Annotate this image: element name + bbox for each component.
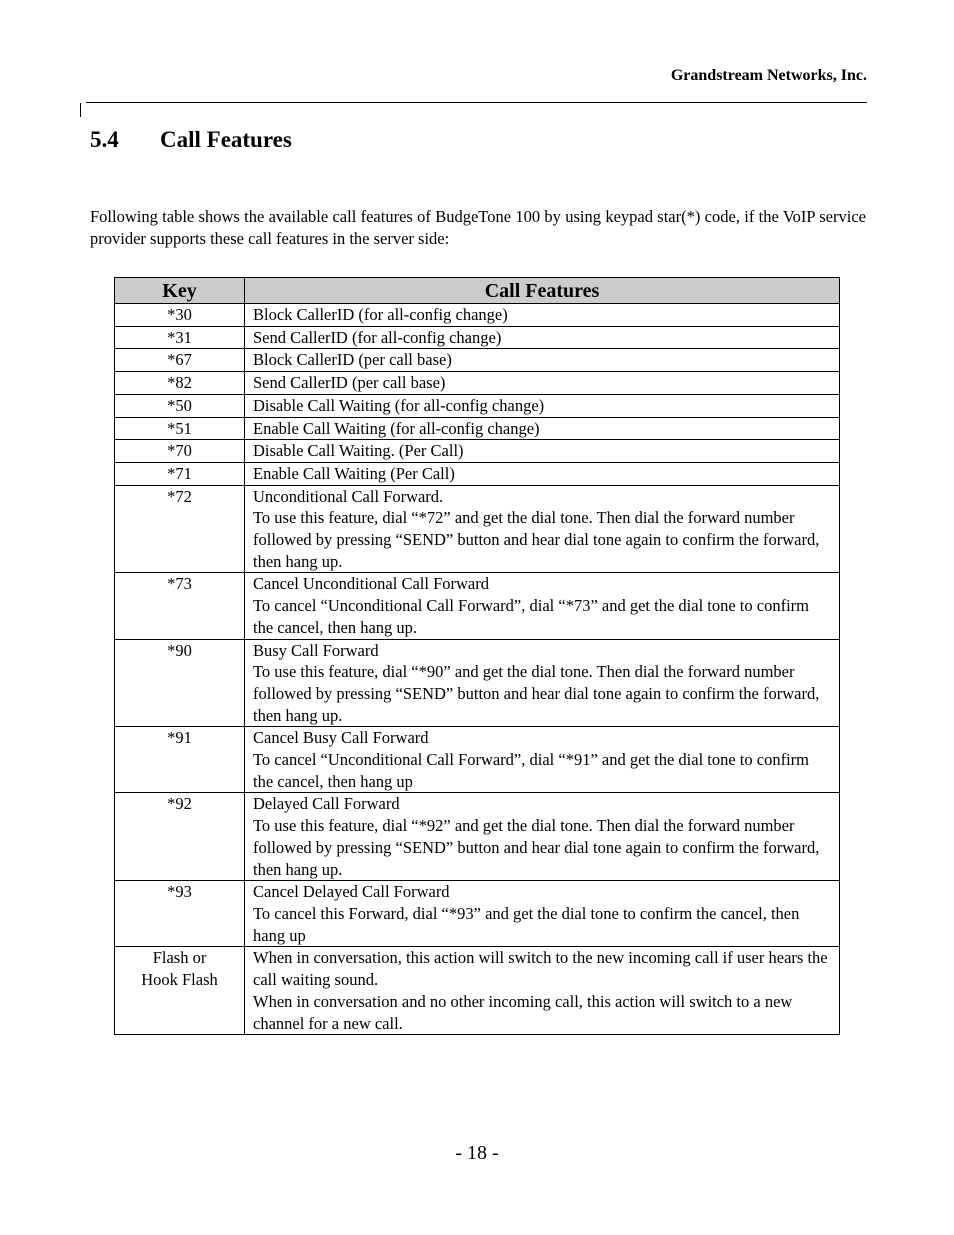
feature-description-line: Block CallerID (per call base) <box>253 350 452 370</box>
table-row <box>115 372 840 395</box>
feature-key <box>115 440 245 463</box>
table-row <box>115 485 840 573</box>
table-row <box>115 417 840 440</box>
feature-key-line: *70 <box>167 441 192 461</box>
feature-description-line: Send CallerID (per call base) <box>253 373 446 393</box>
table-row <box>115 573 840 639</box>
section-title: Call Features <box>160 127 292 152</box>
feature-key <box>115 394 245 417</box>
feature-description <box>245 440 840 463</box>
feature-description <box>245 573 840 639</box>
feature-key-line: *91 <box>167 728 192 748</box>
feature-description <box>245 793 840 881</box>
feature-description-line: Cancel Unconditional Call Forward <box>253 574 489 594</box>
feature-description <box>245 485 840 573</box>
header-rule <box>86 102 867 103</box>
feature-key-line: *30 <box>167 305 192 324</box>
table-row <box>115 462 840 485</box>
feature-key <box>115 326 245 349</box>
feature-key-line: Flash or <box>152 948 207 968</box>
feature-description <box>245 462 840 485</box>
call-features-table <box>114 277 840 1035</box>
feature-description-line: When in conversation, this action will switch to the new incoming call if user hears the call waiting sound. <box>253 948 828 990</box>
table-row <box>115 727 840 793</box>
table-row <box>115 639 840 727</box>
table-row <box>115 881 840 947</box>
feature-description <box>245 326 840 349</box>
page-number: - 18 - <box>455 1142 499 1164</box>
feature-description <box>245 947 840 1035</box>
feature-description-line: To cancel this Forward, dial “*93” and get the dial tone to confirm the cancel, then hang up <box>253 903 800 945</box>
feature-key <box>115 881 245 947</box>
feature-description-line: Enable Call Waiting (for all-config change) <box>253 418 540 438</box>
feature-key-line: *50 <box>167 395 192 415</box>
feature-description <box>245 349 840 372</box>
feature-description-line: Cancel Busy Call Forward <box>253 728 429 748</box>
feature-description-line: Unconditional Call Forward. <box>253 486 444 506</box>
feature-description-line: Disable Call Waiting (for all-config change) <box>253 395 545 415</box>
feature-key <box>115 573 245 639</box>
feature-key-line: *67 <box>167 350 192 370</box>
feature-description-line: To cancel “Unconditional Call Forward”, dial “*91” and get the dial tone to confirm the cancel, then hang up <box>253 750 809 791</box>
feature-description-line: Send CallerID (for all-config change) <box>253 327 502 347</box>
header-call-features: Call Features <box>245 278 840 304</box>
feature-key-line: *93 <box>167 882 192 902</box>
feature-description-line: Block CallerID (for all-config change) <box>253 305 508 324</box>
feature-key <box>115 793 245 881</box>
feature-key <box>115 639 245 727</box>
feature-key-line: Hook Flash <box>141 970 218 990</box>
table-header-row <box>115 278 840 304</box>
feature-key-line: *82 <box>167 373 192 393</box>
feature-key <box>115 372 245 395</box>
feature-description <box>245 417 840 440</box>
feature-description <box>245 881 840 947</box>
feature-key <box>115 727 245 793</box>
table-row <box>115 394 840 417</box>
intro-paragraph: Following table shows the available call features of BudgeTone 100 by using keypad star(*) code, if the VoIP service provider supports these call features in the server side: <box>90 206 866 248</box>
table-row <box>115 304 840 327</box>
header-margin-mark <box>80 103 81 117</box>
table-row <box>115 947 840 1035</box>
feature-key-line: *72 <box>167 486 192 506</box>
feature-key <box>115 947 245 1035</box>
feature-description <box>245 304 840 327</box>
feature-description <box>245 639 840 727</box>
feature-description-line: To use this feature, dial “*72” and get the dial tone. Then dial the forward number followed by pressing “SEND” button and hear dial tone again to confirm the forward, then hang up. <box>253 508 820 571</box>
feature-description <box>245 727 840 793</box>
feature-description-line: When in conversation and no other incoming call, this action will switch to a new channel for a new call. <box>253 991 793 1033</box>
company-name: Grandstream Networks, Inc. <box>670 67 867 84</box>
table-row <box>115 440 840 463</box>
feature-description-line: Enable Call Waiting (Per Call) <box>253 463 455 483</box>
section-heading <box>90 127 292 153</box>
feature-description-line: To use this feature, dial “*92” and get the dial tone. Then dial the forward number followed by pressing “SEND” button and hear dial tone again to confirm the forward, then hang up. <box>253 816 820 879</box>
feature-key-line: *71 <box>167 463 192 483</box>
feature-key <box>115 417 245 440</box>
feature-description-line: Delayed Call Forward <box>253 794 400 814</box>
feature-description-line: Disable Call Waiting. (Per Call) <box>253 441 464 461</box>
feature-key <box>115 485 245 573</box>
feature-key <box>115 349 245 372</box>
feature-key-line: *31 <box>167 327 192 347</box>
feature-description-line: Cancel Delayed Call Forward <box>253 882 450 902</box>
feature-description-line: Busy Call Forward <box>253 640 379 660</box>
feature-key <box>115 304 245 327</box>
feature-key-line: *92 <box>167 794 192 814</box>
table-row <box>115 326 840 349</box>
feature-description-line: To cancel “Unconditional Call Forward”, dial “*73” and get the dial tone to confirm the cancel, then hang up. <box>253 596 809 637</box>
feature-key-line: *90 <box>167 640 192 660</box>
section-number: 5.4 <box>90 127 119 152</box>
table-body <box>115 304 840 1035</box>
feature-description <box>245 372 840 395</box>
feature-key <box>115 462 245 485</box>
header-key: Key <box>115 278 245 304</box>
feature-description <box>245 394 840 417</box>
table-row <box>115 793 840 881</box>
table-row <box>115 349 840 372</box>
feature-key-line: *51 <box>167 418 192 438</box>
feature-key-line: *73 <box>167 574 192 594</box>
feature-description-line: To use this feature, dial “*90” and get the dial tone. Then dial the forward number followed by pressing “SEND” button and hear dial tone again to confirm the forward, then hang up. <box>253 662 820 725</box>
